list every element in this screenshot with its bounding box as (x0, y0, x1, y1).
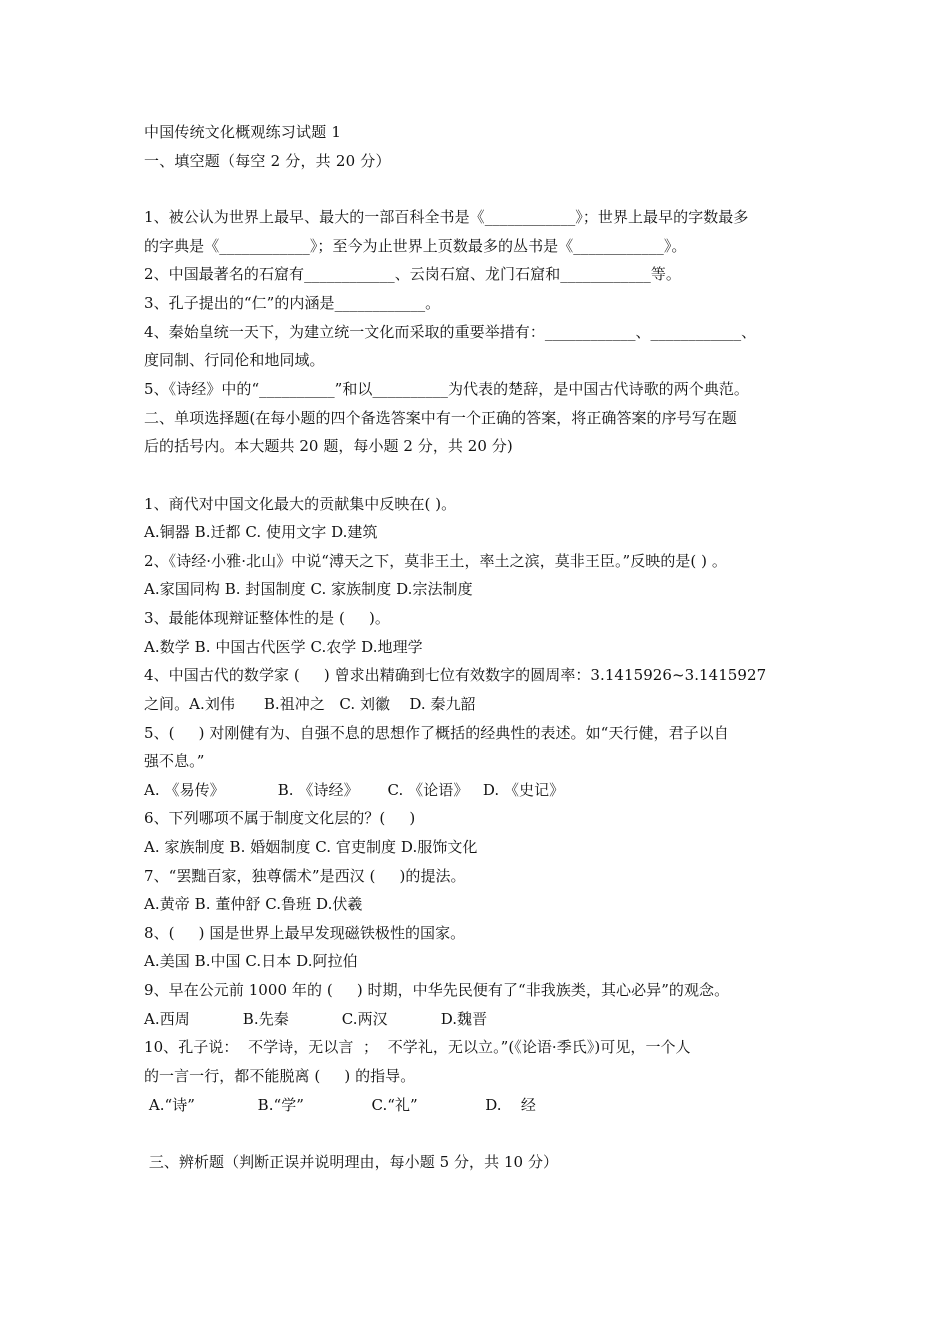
section-heading-analysis: 三、辨析题（判断正误并说明理由，每小题 5 分，共 10 分） (144, 1153, 559, 1171)
choice-question-7-options: A.黄帝 B. 董仲舒 C.鲁班 D.伏羲 (144, 895, 363, 913)
choice-question-10-line-2: 的一言一行，都不能脱离 ( ) 的指导。 (144, 1067, 416, 1085)
document-title: 中国传统文化概观练习试题 1 (144, 123, 342, 141)
choice-question-8-options: A.美国 B.中国 C.日本 D.阿拉伯 (144, 952, 358, 970)
choice-question-3-options: A.数学 B. 中国古代医学 C.农学 D.地理学 (144, 638, 423, 656)
fill-question-2: 2、中国最著名的石窟有____________、云岗石窟、龙门石窟和____________等。 (144, 265, 681, 283)
fill-question-4-line-1: 4、秦始皇统一天下，为建立统一文化而采取的重要举措有：____________、____________、 (144, 323, 757, 341)
choice-question-8: 8、( ) 国是世界上最早发现磁铁极性的国家。 (144, 924, 466, 942)
choice-question-7: 7、“罢黜百家，独尊儒术”是西汉 ( )的提法。 (144, 867, 466, 885)
choice-question-4-line-1: 4、中国古代的数学家 ( ) 曾求出精确到七位有效数字的圆周率：3.1415926~3.1415927 (144, 666, 767, 684)
choice-question-6-options: A. 家族制度 B. 婚姻制度 C. 官吏制度 D.服饰文化 (144, 838, 478, 856)
section-heading-fill-in: 一、填空题（每空 2 分，共 20 分） (144, 152, 391, 170)
choice-question-10-line-1: 10、孔子说： 不学诗，无以言 ； 不学礼，无以立。”(《论语·季氏》)可见，一个人 (144, 1038, 691, 1056)
choice-question-6: 6、下列哪项不属于制度文化层的？( ) (144, 809, 416, 827)
choice-question-5-options: A. 《易传》 B. 《诗经》 C. 《论语》 D. 《史记》 (144, 781, 565, 799)
fill-question-5: 5、《诗经》中的“__________”和以__________为代表的楚辞，是中国古代诗歌的两个典范。 (144, 380, 749, 398)
choice-question-5-line-2: 强不息。” (144, 752, 205, 770)
choice-question-2: 2、《诗经·小雅·北山》中说“溥天之下，莫非王土，率土之滨，莫非王臣。”反映的是( ) 。 (144, 552, 727, 570)
choice-question-2-options: A.家国同构 B. 封国制度 C. 家族制度 D.宗法制度 (144, 580, 473, 598)
section-heading-choice-line-2: 后的括号内。本大题共 20 题，每小题 2 分，共 20 分) (144, 437, 513, 455)
choice-question-3: 3、最能体现辩证整体性的是 ( )。 (144, 609, 390, 627)
choice-question-4-line-2: 之间。A.刘伟 B.祖冲之 C. 刘徽 D. 秦九韶 (144, 695, 476, 713)
fill-question-3: 3、孔子提出的“仁”的内涵是____________。 (144, 294, 441, 312)
section-heading-choice-line-1: 二、单项选择题(在每小题的四个备选答案中有一个正确的答案，将正确答案的序号写在题 (144, 409, 737, 427)
choice-question-9-options: A.西周 B.先秦 C.两汉 D.魏晋 (144, 1010, 488, 1028)
choice-question-1-options: A.铜器 B.迁都 C. 使用文字 D.建筑 (144, 523, 378, 541)
choice-question-10-options: A.“诗” B.“学” C.“礼” D. 经 (144, 1096, 541, 1114)
fill-question-1-line-2: 的字典是《____________》；至今为止世界上页数最多的丛书是《____________》。 (144, 237, 687, 255)
choice-question-5-line-1: 5、( ) 对刚健有为、自强不息的思想作了概括的经典性的表述。如“天行健，君子以自 (144, 724, 729, 742)
fill-question-1-line-1: 1、被公认为世界上最早、最大的一部百科全书是《____________》；世界上最早的字数最多 (144, 208, 749, 226)
choice-question-9: 9、早在公元前 1000 年的 ( ) 时期，中华先民便有了“非我族类，其心必异”的观念。 (144, 981, 730, 999)
choice-question-1: 1、商代对中国文化最大的贡献集中反映在( )。 (144, 495, 457, 513)
fill-question-4-line-2: 度同制、行同伦和地同域。 (144, 351, 325, 369)
